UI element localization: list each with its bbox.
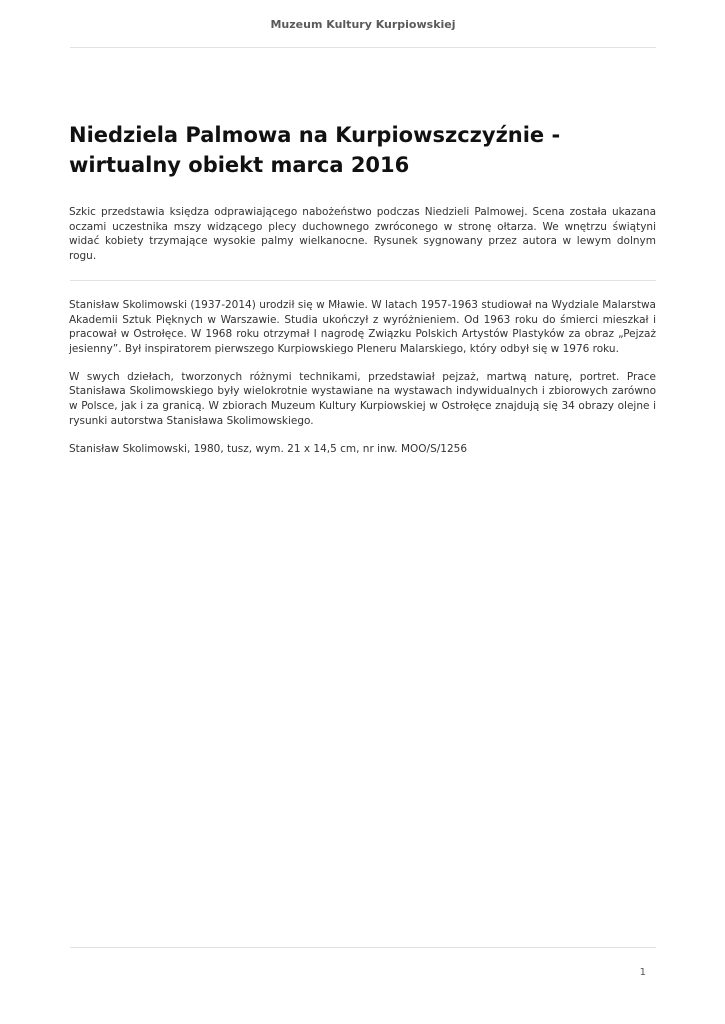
- article-body: [69, 298, 656, 470]
- body-paragraph-works: W swych dziełach, tworzonych różnymi technikami, przedstawiał pejzaż, martwą naturę, portret. Prace Stanisława Skolimowskiego były wielokrotnie wystawiane na wystawach indywidualnych i zbiorowych zarówno w Polsce, jak i za granicą. W zbiorach Muzeum Kultury Kurpiowskiej w Ostrołęce znajdują się 34 obrazy olejne i rysunki autorstwa Stanisława Skolimowskiego.: [69, 370, 656, 427]
- article-lead: Szkic przedstawia księdza odprawiającego nabożeństwo podczas Niedzieli Palmowej. Scena została ukazana oczami uczestnika mszy widzącego plecy duchownego zwróconego w stronę ołtarza. We wnętrzu świątyni widać kobiety trzymające wysokie palmy wielkanocne. Rysunek sygnowany przez autora w lewym dolnym rogu.: [69, 206, 656, 262]
- site-name: Muzeum Kultury Kurpiowskiej: [270, 18, 456, 31]
- section-divider: [70, 280, 656, 281]
- page-header: [70, 0, 656, 48]
- body-paragraph-caption: Stanisław Skolimowski, 1980, tusz, wym. 21 x 14,5 cm, nr inw. MOO/S/1256: [69, 442, 468, 455]
- page-number: 1: [639, 967, 646, 978]
- article-title: Niedziela Palmowa na Kurpiowszczyźnie - wirtualny obiekt marca 2016: [69, 123, 561, 177]
- body-paragraph-biography: Stanisław Skolimowski (1937-2014) urodził się w Mławie. W latach 1957-1963 studiował na Wydziale Malarstwa Akademii Sztuk Pięknych w Warszawie. Studia ukończył z wyróżnieniem. Od 1963 roku do śmierci mieszkał i pracował w Ostrołęce. W 1968 roku otrzymał I nagrodę Związku Polskich Artystów Plastyków za obraz „Pejzaż jesienny”. Był inspiratorem pierwszego Kurpiowskiego Pleneru Malarskiego, który odbył się w 1976 roku.: [69, 299, 656, 355]
- footer-divider: [70, 947, 656, 948]
